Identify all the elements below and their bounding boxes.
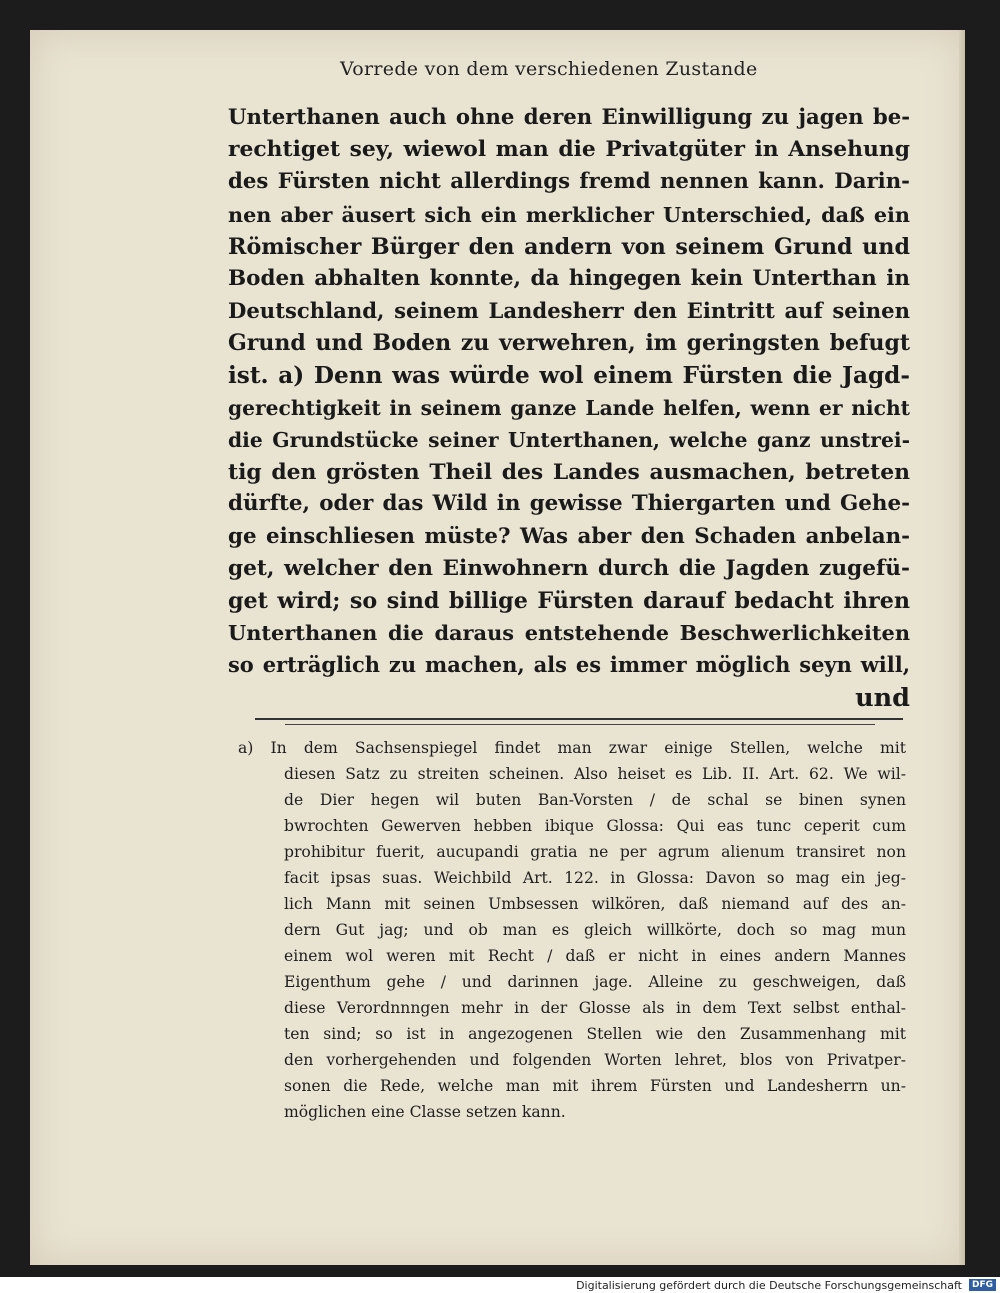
footnote-line: de Dier hegen wil buten Ban-Vorsten / de schal se binen synen [284,791,906,809]
text-line: rechtiget sey, wiewol man die Privatgüter in Ansehung [228,137,910,163]
footnote-rule [255,718,903,720]
footnote-line: Eigenthum gehe / und darinnen jage. Alleine zu geschweigen, daß [284,973,906,991]
footnote-line: diese Verordnnngen mehr in der Glosse als in dem Text selbst enthal- [284,999,906,1017]
text-line: nen aber äusert sich ein merklicher Unterschied, daß ein [228,202,910,227]
footnote-line: den vorhergehenden und folgenden Worten lehret, blos von Privatper- [284,1051,906,1069]
footnote-line: lich Mann mit seinen Umbsessen wilkören, daß niemand auf des an- [284,895,906,913]
footnote-line: möglichen eine Classe setzen kann. [284,1103,566,1121]
text-line: Unterthanen auch ohne deren Einwilligung zu jagen be- [228,105,910,130]
text-line: gerechtigkeit in seinem ganze Lande helfen, wenn er nicht [228,395,910,420]
footnote-line: bwrochten Gewerven hebben ibique Glossa: Qui eas tunc ceperit cum [284,817,906,835]
footnote-rule-thin [285,724,875,725]
footnote-line: einem wol weren mit Recht / daß er nicht in eines andern Mannes [284,947,906,965]
footnote-line: a) In dem Sachsenspiegel findet man zwar einige Stellen, welche mit [238,739,906,757]
footnote-line: ten sind; so ist in angezogenen Stellen wie den Zusammenhang mit [284,1025,906,1043]
text-line: Grund und Boden zu verwehren, im geringsten befugt [228,330,910,357]
text-line: ge einschliesen müste? Was aber den Schaden anbelan- [228,523,910,549]
footnote-line: prohibitur fuerit, aucupandi gratia ne per agrum alienum transiret non [284,843,906,861]
text-line: des Fürsten nicht allerdings fremd nennen kann. Darin- [228,169,910,195]
main-text [228,102,910,714]
footnote [238,735,906,1125]
footnote-line: facit ipsas suas. Weichbild Art. 122. in Glossa: Davon so mag ein jeg- [284,869,906,887]
footnote-line: sonen die Rede, welche man mit ihrem Fürsten und Landesherrn un- [284,1077,906,1095]
text-line: dürfte, oder das Wild in gewisse Thiergarten und Gehe- [228,491,910,517]
running-head: Vorrede von dem verschiedenen Zustande [340,58,758,80]
text-line: Deutschland, seinem Landesherr den Eintritt auf seinen [228,298,910,324]
text-line: ist. a) Denn was würde wol einem Fürsten die Jagd- [228,361,910,389]
text-line: Boden abhalten konnte, da hingegen kein Unterthan in [228,266,910,292]
page-edge [959,30,965,1265]
text-line: get wird; so sind billige Fürsten darauf bedacht ihren [228,588,910,615]
text-line: Römischer Bürger den andern von seinem Grund und [228,233,910,260]
catchword: und [855,682,910,713]
text-line: so erträglich zu machen, als es immer möglich seyn will, [228,652,910,678]
funding-credit: Digitalisierung gefördert durch die Deutsche Forschungsgemeinschaft [576,1279,962,1292]
footnote-line: diesen Satz zu streiten scheinen. Also heiset es Lib. II. Art. 62. We wil- [284,765,906,783]
dfg-logo: DFG [969,1279,996,1291]
text-line: Unterthanen die daraus entstehende Beschwerlichkeiten [228,620,910,646]
footnote-line: dern Gut jag; und ob man es gleich willkörte, doch so mag mun [284,921,906,939]
text-line: tig den grösten Theil des Landes ausmachen, betreten [228,459,910,486]
text-line: die Grundstücke seiner Unterthanen, welche ganz unstrei- [228,428,910,453]
text-line: get, welcher den Einwohnern durch die Jagden zugefü- [228,555,910,581]
